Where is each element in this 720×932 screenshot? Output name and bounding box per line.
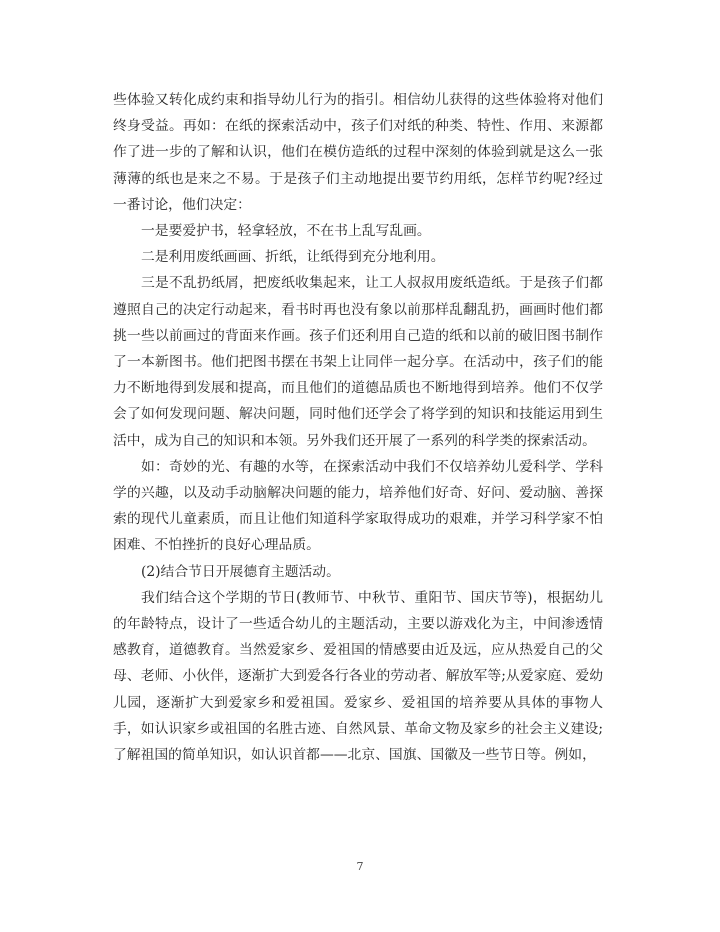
paragraph: 二是利用废纸画画、折纸，让纸得到充分地利用。 xyxy=(141,249,445,266)
section-heading: (2)结合节日开展德育主题活动。 xyxy=(141,563,340,580)
paragraph: 三是不乱扔纸屑，把废纸收集起来，让工人叔叔用废纸造纸。于是孩子们都遵照自己的决定行动起来，看书时再也没有象以前那样乱翻乱扔，画画时他们都挑一些以前画过的背面来作画。孩子们还利用自己造的纸和以前的破旧图书制作了一本新图书。他们把图书摆在书架上让同伴一起分享。在活动中，孩子们的能力不断地得到发展和提高，而且他们的道德品质也不断地得到培养。他们不仅学会了如何发现问题、解决问题，同时他们还学会了将学到的知识和技能运用到生活中，成为自己的知识和本领。另外我们还开展了一系列的科学类的探索活动。 xyxy=(113,275,603,449)
body-text xyxy=(113,87,603,768)
paragraph: 我们结合这个学期的节日(教师节、中秋节、重阳节、国庆节等)，根据幼儿的年龄特点，设计了一些适合幼儿的主题活动，主要以游戏化为主，中间渗透情感教育，道德教育。当然爱家乡、爱祖国的情感要由近及远，应从热爱自己的父母、老师、小伙伴，逐渐扩大到爱各行各业的劳动者、解放军等;从爱家庭、爱幼儿园，逐渐扩大到爱家乡和爱祖国。爱家乡、爱祖国的培养要从具体的事物人手，如认识家乡或祖国的名胜古迹、自然风景、革命文物及家乡的社会主义建设;了解祖国的简单知识，如认识首都——北京、国旗、国徽及一些节日等。例如， xyxy=(113,589,603,764)
page-number: 7 xyxy=(356,860,364,873)
paragraph: 些体验又转化成约束和指导幼儿行为的指引。相信幼儿获得的这些体验将对他们终身受益。再如：在纸的探索活动中，孩子们对纸的种类、特性、作用、来源都作了进一步的了解和认识，他们在模仿造纸的过程中深刻的体验到就是这么一张薄薄的纸也是来之不易。于是孩子们主动地提出要节约用纸，怎样节约呢?经过一番讨论，他们决定： xyxy=(113,92,603,213)
paragraph: 如：奇妙的光、有趣的水等，在探索活动中我们不仅培养幼儿爱科学、学科学的兴趣，以及动手动脑解决问题的能力，培养他们好奇、好问、爱动脑、善探索的现代儿童素质，而且让他们知道科学家取得成功的艰难，并学习科学家不怕困难、不怕挫折的良好心理品质。 xyxy=(113,458,603,554)
paragraph: 一是要爱护书，轻拿轻放，不在书上乱写乱画。 xyxy=(141,223,431,240)
